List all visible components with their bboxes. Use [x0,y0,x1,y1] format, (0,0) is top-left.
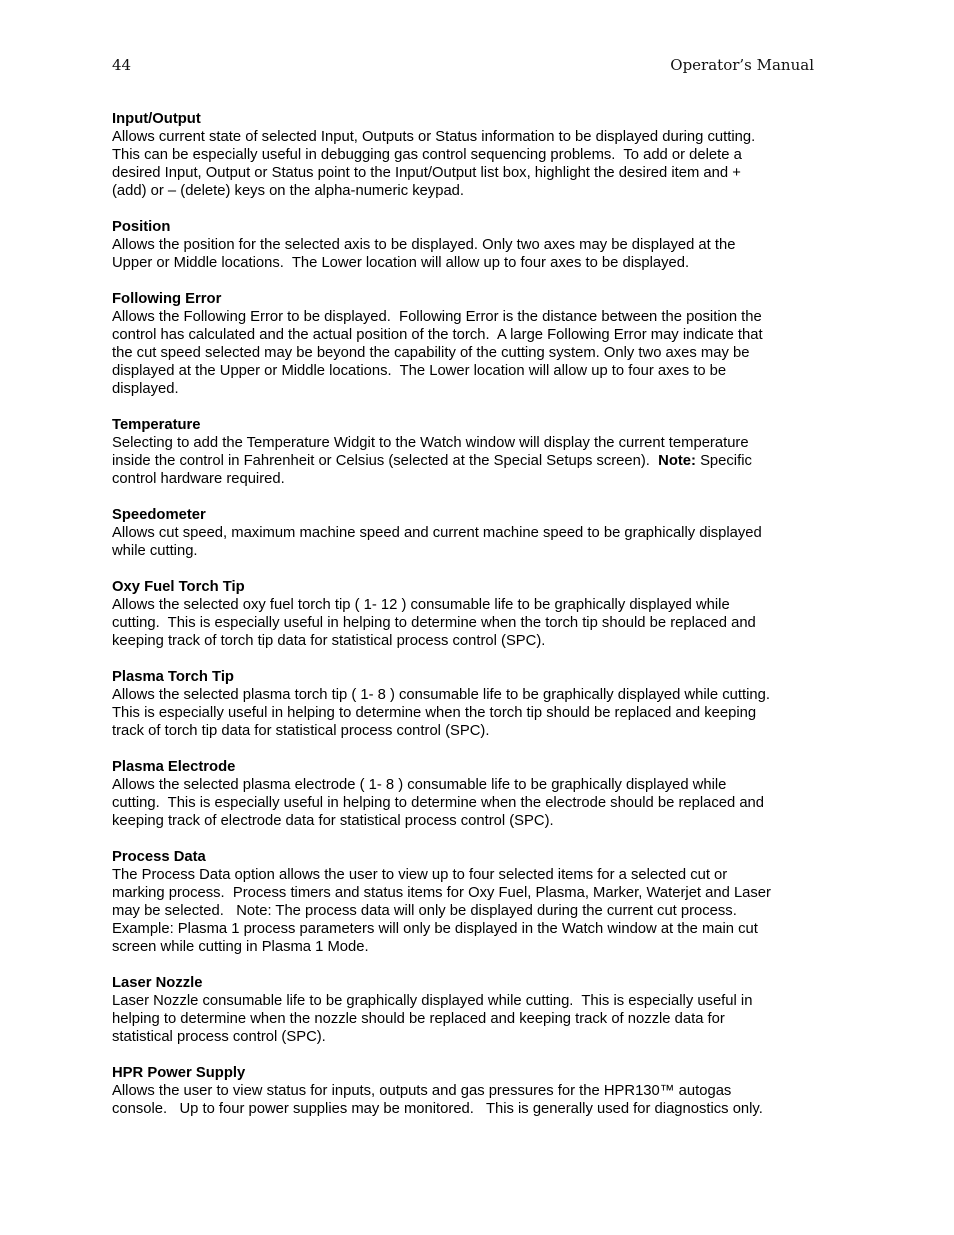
section-input-output [112,110,818,200]
section-hpr-power-supply [112,1064,818,1118]
section-temperature [112,416,818,488]
section-body: Allows the selected plasma electrode ( 1- 8 ) consumable life to be graphically displayed while cutting. This is especially useful in helping to determine when the electrode should be replaced and keeping track of electrode data for statistical process control (SPC). [112,776,765,830]
section-heading: HPR Power Supply [112,1064,246,1081]
section-laser-nozzle [112,974,818,1046]
note-label: Note: [658,453,696,470]
section-plasma-electrode [112,758,818,830]
page-number: 44 [112,56,132,74]
page-header [112,56,814,78]
section-heading: Process Data [112,848,206,865]
section-heading: Speedometer [112,507,206,524]
section-process-data [112,848,818,957]
section-body: Allows the Following Error to be displayed. Following Error is the distance between the position the control has calculated and the actual position of the torch. A large Following Error may indicate that the cut speed selected may be beyond the capability of the cutting system. Only two axes may be displayed at the Upper or Middle locations. The Lower location will allow up to four axes to be displayed. [112,309,763,398]
section-body: Allows the selected oxy fuel torch tip ( 1- 12 ) consumable life to be graphically displayed while cutting. This is especially useful in helping to determine when the torch tip should be replaced and keeping track of torch tip data for statistical process control (SPC). [112,597,756,650]
section-heading: Following Error [112,290,222,307]
section-body: The Process Data option allows the user to view up to four selected items for a selected cut or marking process. Process timers and status items for Oxy Fuel, Plasma, Marker, Waterjet and Laser may be selected. Note: The process data will only be displayed during the current cut process. Example: Plasma 1 process parameters will only be displayed in the Watch window at the main cut screen while cutting in Plasma 1 Mode. [112,866,771,956]
section-heading: Plasma Electrode [112,758,236,775]
section-body: Selecting to add the Temperature Widgit to the Watch window will display the current temperature inside the control in Fahrenheit or Celsius (selected at the Special Setups screen). Note: Specific control hardware required. [112,435,752,488]
section-body: Allows the position for the selected axis to be displayed. Only two axes may be displayed at the Upper or Middle locations. The Lower location will allow up to four axes to be displayed. [112,237,736,272]
section-body: Allows the selected plasma torch tip ( 1- 8 ) consumable life to be graphically displayed while cutting. This is especially useful in helping to determine when the torch tip should be replaced and keeping track of torch tip data for statistical process control (SPC). [112,687,770,740]
section-heading: Position [112,219,171,236]
manual-title: Operator’s Manual [670,56,814,74]
section-position [112,218,818,272]
section-heading: Temperature [112,417,201,434]
section-oxy-fuel-torch-tip [112,578,818,650]
section-heading: Input/Output [112,111,201,127]
section-following-error [112,290,818,399]
section-body: Allows the user to view status for inputs, outputs and gas pressures for the HPR130™ autogas console. Up to four power supplies may be monitored. This is generally used for diagnostics only. [112,1083,763,1118]
section-heading: Plasma Torch Tip [112,668,234,685]
section-heading: Laser Nozzle [112,975,203,991]
section-body: Allows cut speed, maximum machine speed and current machine speed to be graphically displayed while cutting. [112,525,762,560]
page-content [112,110,818,1136]
section-heading: Oxy Fuel Torch Tip [112,578,245,595]
section-body: Laser Nozzle consumable life to be graphically displayed while cutting. This is especially useful in helping to determine when the nozzle should be replaced and keeping track of nozzle data for statistical process control (SPC). [112,993,753,1046]
section-speedometer [112,506,818,560]
section-plasma-torch-tip [112,668,818,740]
section-body: Allows current state of selected Input, Outputs or Status information to be displayed during cutting. This can be especially useful in debugging gas control sequencing problems. To add or delete a desired Input, Output or Status point to the Input/Output list box, highlight the desired item and + (add) or – (delete) keys on the alpha-numeric keypad. [112,129,756,200]
